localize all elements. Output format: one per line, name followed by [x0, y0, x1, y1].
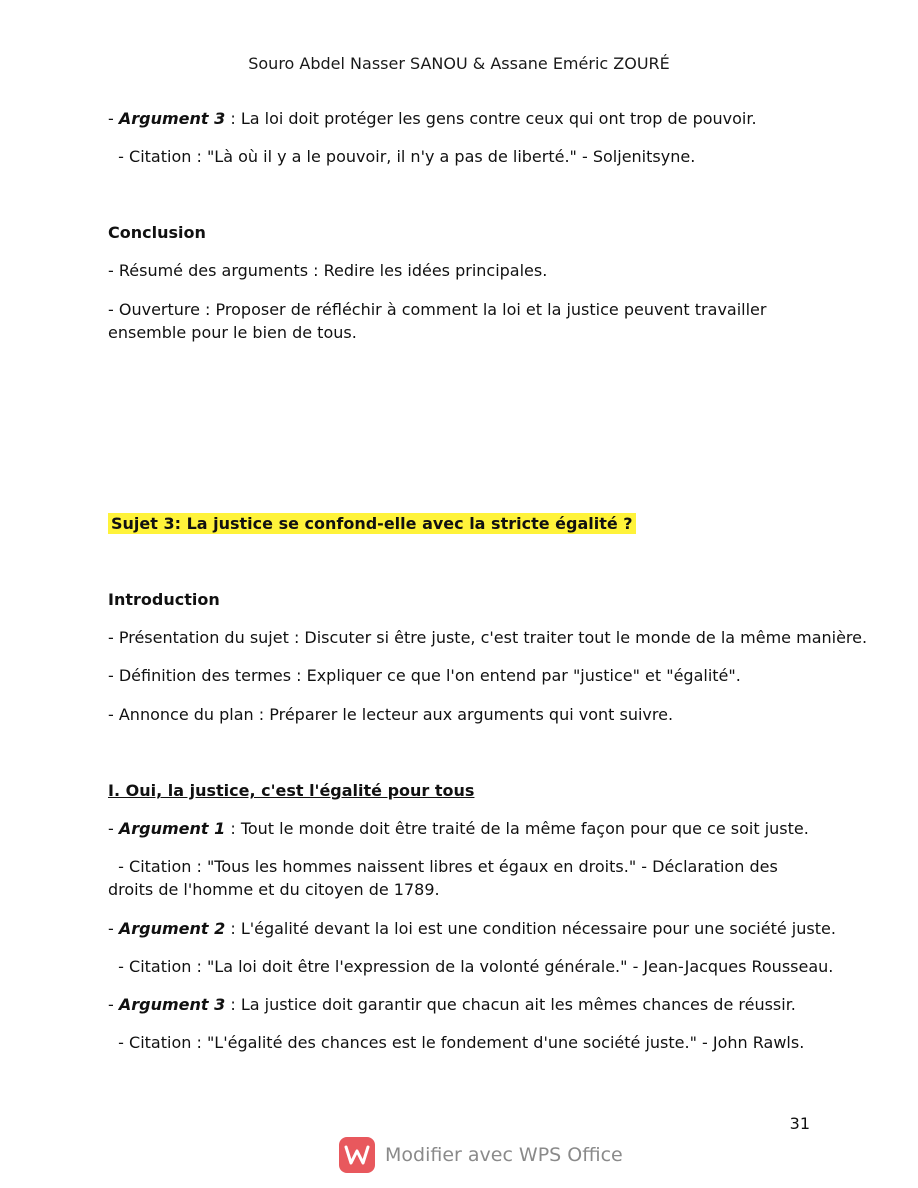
argument-text: : La justice doit garantir que chacun ait les mêmes chances de réussir. — [225, 995, 796, 1014]
bullet-prefix: - — [108, 919, 119, 938]
conclusion-heading: Conclusion — [108, 223, 206, 242]
wps-watermark[interactable] — [339, 1136, 623, 1174]
conclusion-ouverture: - Ouverture : Proposer de réfléchir à comment la loi et la justice peuvent travailler ensemble pour le bien de tous. — [108, 300, 767, 342]
introduction-annonce: - Annonce du plan : Préparer le lecteur aux arguments qui vont suivre. — [108, 705, 674, 724]
argument-text: : L'égalité devant la loi est une condition nécessaire pour une société juste. — [225, 919, 836, 938]
argument-text: : La loi doit protéger les gens contre ceux qui ont trop de pouvoir. — [225, 109, 757, 128]
citation-line: - Citation : "L'égalité des chances est le fondement d'une société juste." - John Rawls. — [108, 1033, 805, 1052]
introduction-definition: - Définition des termes : Expliquer ce que l'on entend par "justice" et "égalité". — [108, 666, 741, 685]
introduction-presentation: - Présentation du sujet : Discuter si être juste, c'est traiter tout le monde de la même manière. — [108, 628, 868, 647]
subject-title-highlight: Sujet 3: La justice se confond-elle avec la stricte égalité ? — [108, 513, 636, 534]
argument-label: Argument 3 — [118, 109, 226, 128]
wps-logo-icon — [339, 1137, 375, 1173]
citation-line: - Citation : "Là où il y a le pouvoir, il n'y a pas de liberté." - Soljenitsyne. — [108, 147, 696, 166]
argument-label: Argument 1 — [118, 819, 226, 838]
argument-line — [108, 993, 823, 1016]
wps-watermark-text: Modifier avec WPS Office — [385, 1144, 623, 1166]
introduction-heading: Introduction — [108, 590, 220, 609]
argument-text: : Tout le monde doit être traité de la même façon pour que ce soit juste. — [225, 819, 809, 838]
bullet-prefix: - — [108, 819, 119, 838]
bullet-prefix: - — [108, 109, 119, 128]
bullet-prefix: - — [108, 995, 119, 1014]
argument-label: Argument 2 — [118, 919, 226, 938]
argument-line — [108, 917, 836, 940]
page-number: 31 — [789, 1114, 810, 1133]
page-header: Souro Abdel Nasser SANOU & Assane Eméric ZOURÉ — [248, 54, 670, 73]
citation-line: - Citation : "Tous les hommes naissent libres et égaux en droits." - Déclaration des droits de l'homme et du citoyen de 1789. — [108, 857, 783, 899]
conclusion-resume: - Résumé des arguments : Redire les idées principales. — [108, 261, 548, 280]
subject-heading — [108, 512, 823, 535]
argument-line — [108, 817, 823, 840]
argument-label: Argument 3 — [118, 995, 226, 1014]
wps-w-glyph — [344, 1144, 370, 1166]
part1-heading: I. Oui, la justice, c'est l'égalité pour tous — [108, 781, 475, 800]
citation-line: - Citation : "La loi doit être l'expression de la volonté générale." - Jean-Jacques Rousseau. — [108, 957, 834, 976]
argument-line — [108, 107, 823, 130]
